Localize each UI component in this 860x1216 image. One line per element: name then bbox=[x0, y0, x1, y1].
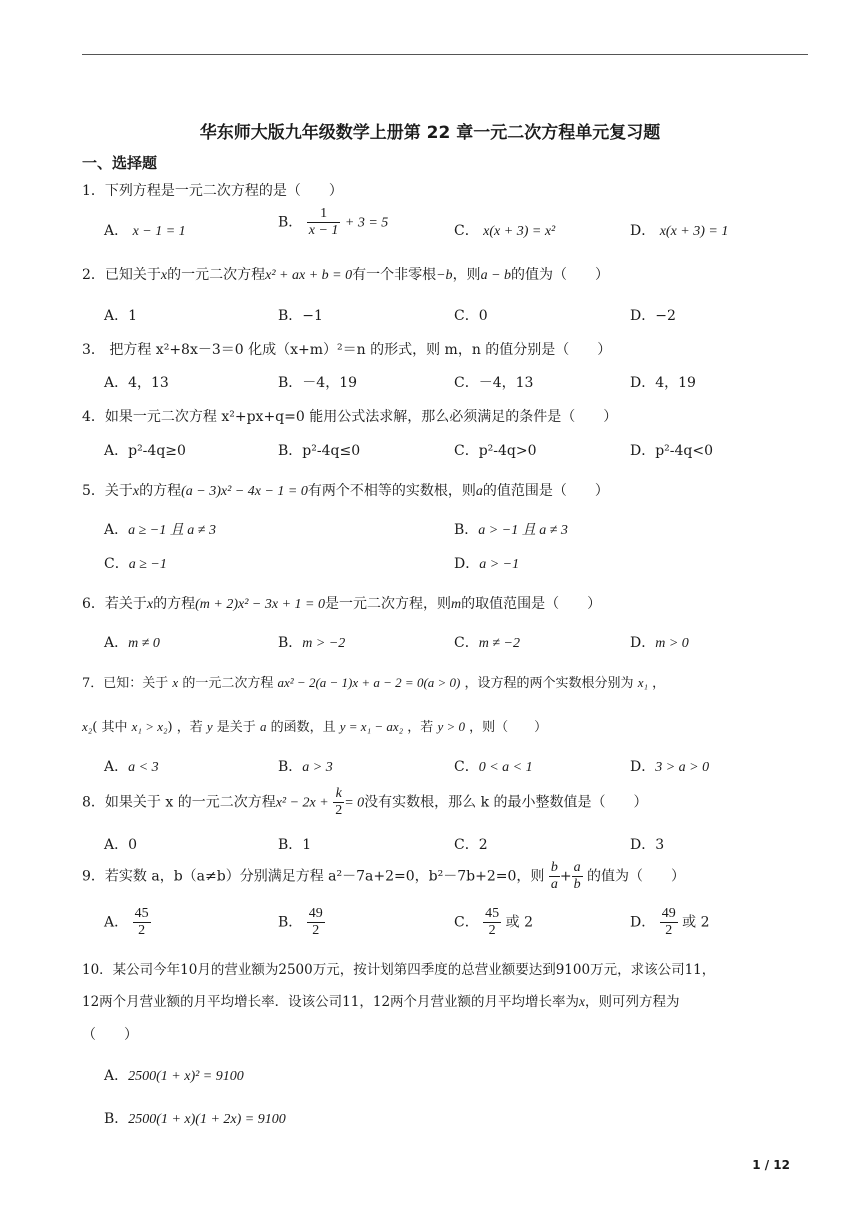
q6-option-b bbox=[278, 632, 345, 652]
q8-option-d: D．3 bbox=[630, 837, 665, 853]
option-math: a ≥ −1 且 a ≠ 3 bbox=[128, 523, 216, 538]
q2-option-b: B．−1 bbox=[278, 308, 323, 324]
numerator: 1 bbox=[307, 206, 341, 223]
stem-text: 是关于 bbox=[216, 720, 256, 735]
q6-option-c bbox=[454, 632, 520, 652]
option-label: A． bbox=[104, 223, 129, 239]
fraction bbox=[307, 206, 341, 239]
numerator: k bbox=[333, 786, 344, 803]
q2-option-a: A．1 bbox=[104, 308, 138, 324]
fraction bbox=[660, 906, 678, 939]
option-math: 2500(1 + x)² = 9100 bbox=[128, 1069, 244, 1084]
question-5 bbox=[82, 480, 609, 500]
option-math: x(x + 3) = 1 bbox=[659, 224, 729, 239]
stem-text: 的值为（ ） bbox=[511, 267, 610, 283]
stem-text: 的值为（ ） bbox=[587, 868, 686, 885]
option-math: x − 1 = 1 bbox=[132, 224, 186, 239]
fraction bbox=[572, 860, 583, 893]
option-label: A． bbox=[104, 914, 129, 931]
option-label: A． bbox=[104, 522, 129, 538]
stem-math: x bbox=[146, 597, 154, 612]
stem-math: + bbox=[559, 868, 572, 885]
q9-option-c bbox=[454, 906, 533, 939]
fraction bbox=[307, 906, 325, 939]
stem-text: 的一元二次方程 bbox=[182, 676, 274, 691]
question-7-line-2 bbox=[82, 716, 547, 735]
option-label: A． bbox=[104, 1068, 129, 1084]
q6-option-d bbox=[630, 632, 689, 652]
stem-text: ，则（ ） bbox=[469, 720, 548, 735]
q5-option-b bbox=[454, 519, 568, 539]
option-math: a ≥ −1 bbox=[128, 557, 167, 572]
option-label: B． bbox=[104, 1111, 129, 1127]
denominator: 2 bbox=[138, 923, 146, 938]
option-label: D． bbox=[630, 223, 656, 239]
q3-option-b: B．－4，19 bbox=[278, 375, 358, 391]
option-math: x(x + 3) = x² bbox=[483, 224, 556, 239]
option-math: 3 > a > 0 bbox=[655, 760, 710, 775]
denominator: b bbox=[573, 877, 581, 892]
q2-option-d: D．−2 bbox=[630, 308, 676, 324]
stem-text: ( 其中 bbox=[92, 720, 128, 735]
stem-math: y bbox=[206, 719, 213, 734]
option-math: a > 3 bbox=[302, 760, 333, 775]
denominator: 2 bbox=[665, 923, 673, 938]
stem-text: 是一元二次方程，则 bbox=[325, 596, 451, 612]
q9-option-a bbox=[104, 906, 151, 939]
stem-math: x² − 2x + bbox=[275, 795, 329, 811]
option-label: A． bbox=[104, 635, 129, 651]
stem-math: a − b bbox=[480, 268, 512, 283]
question-2 bbox=[82, 264, 609, 284]
question-3: 3． 把方程 x²+8x－3＝0 化成（x+m）²＝n 的形式，则 m，n 的值分别是（ ） bbox=[82, 342, 612, 358]
stem-math: = 0 bbox=[344, 795, 365, 811]
stem-text: ，设方程的两个实数根分别为 bbox=[464, 676, 634, 691]
stem-math: x bbox=[172, 675, 179, 690]
stem-math: (a − 3)x² − 4x − 1 = 0 bbox=[181, 484, 308, 499]
question-1: 1．下列方程是一元二次方程的是（ ） bbox=[82, 183, 343, 199]
q10-option-b bbox=[104, 1108, 286, 1128]
option-label: D． bbox=[630, 759, 656, 775]
option-label: C． bbox=[454, 759, 479, 775]
option-math: a > −1 bbox=[479, 557, 520, 572]
q2-option-c: C．0 bbox=[454, 308, 488, 324]
option-math: a < 3 bbox=[128, 760, 159, 775]
stem-text: 的方程 bbox=[139, 483, 182, 499]
denominator: x − 1 bbox=[308, 223, 339, 238]
numerator: 49 bbox=[308, 906, 323, 921]
stem-text: 7．已知：关于 bbox=[82, 676, 169, 691]
q6-option-a bbox=[104, 632, 160, 652]
q4-option-d: D．p²-4q<0 bbox=[630, 443, 714, 459]
stem-math: ax² − 2(a − 1)x + a − 2 = 0(a > 0) bbox=[277, 675, 461, 690]
stem-text: 的函数，且 bbox=[270, 720, 336, 735]
stem-text: 5．关于 bbox=[82, 483, 133, 499]
option-label: B． bbox=[278, 759, 303, 775]
question-10-line-1: 10．某公司今年10月的营业额为2500万元，按计划第四季度的总营业额要达到9100万元，求该公司11， bbox=[82, 962, 716, 978]
stem-text: 的一元二次方程 bbox=[167, 267, 266, 283]
q8-option-b: B．1 bbox=[278, 837, 312, 853]
question-9 bbox=[82, 860, 685, 893]
q7-option-a bbox=[104, 756, 159, 776]
option-label: B． bbox=[278, 214, 303, 231]
option-label: D． bbox=[454, 556, 480, 572]
question-10-line-2 bbox=[82, 990, 680, 1010]
q4-option-a: A．p²-4q≥0 bbox=[104, 443, 186, 459]
stem-text: ) ，若 bbox=[167, 720, 203, 735]
stem-math: y = x₁ − ax₂ bbox=[339, 719, 404, 734]
header-rule bbox=[82, 54, 808, 55]
stem-text: 6．若关于 bbox=[82, 596, 147, 612]
numerator: 49 bbox=[661, 906, 676, 921]
stem-math: m bbox=[451, 597, 462, 612]
option-label: A． bbox=[104, 759, 129, 775]
question-7-line-1 bbox=[82, 672, 665, 691]
stem-math: x bbox=[579, 994, 586, 1009]
option-math: m ≠ −2 bbox=[478, 636, 520, 651]
denominator: a bbox=[550, 877, 558, 892]
stem-text: 有两个不相等的实数根，则 bbox=[307, 483, 476, 499]
stem-math: a bbox=[259, 719, 267, 734]
option-label: B． bbox=[278, 914, 303, 931]
option-label: D． bbox=[630, 635, 656, 651]
stem-text: 9．若实数 a，b（a≠b）分别满足方程 a²－7a+2=0，b²－7b+2=0，则 bbox=[82, 868, 545, 885]
q5-option-a bbox=[104, 519, 216, 539]
option-label: B． bbox=[278, 635, 303, 651]
q5-option-d bbox=[454, 553, 519, 573]
stem-text: ， bbox=[652, 676, 666, 691]
stem-text: 没有实数根，那么 k 的最小整数值是（ ） bbox=[364, 794, 648, 811]
stem-math: x² + ax + b = 0 bbox=[265, 268, 353, 283]
option-tail: 或 2 bbox=[505, 914, 533, 931]
option-label: C． bbox=[104, 556, 129, 572]
option-math: + 3 = 5 bbox=[344, 215, 389, 231]
option-math: a > −1 且 a ≠ 3 bbox=[478, 523, 568, 538]
option-math: 0 < a < 1 bbox=[478, 760, 533, 775]
q4-option-c: C．p²-4q>0 bbox=[454, 443, 537, 459]
stem-math: a bbox=[475, 484, 483, 499]
fraction bbox=[133, 906, 151, 939]
numerator: 45 bbox=[134, 906, 149, 921]
q9-option-d bbox=[630, 906, 710, 939]
denominator: 2 bbox=[312, 923, 320, 938]
denominator: 2 bbox=[335, 803, 343, 818]
stem-math: x bbox=[132, 484, 140, 499]
stem-text: 的取值范围是（ ） bbox=[461, 596, 602, 612]
fraction bbox=[483, 906, 501, 939]
q3-option-c: C．－4，13 bbox=[454, 375, 534, 391]
stem-text: ，则 bbox=[452, 267, 481, 283]
denominator: 2 bbox=[488, 923, 496, 938]
stem-text: 的值范围是（ ） bbox=[482, 483, 609, 499]
option-label: B． bbox=[454, 522, 479, 538]
q8-option-c: C．2 bbox=[454, 837, 488, 853]
q1-option-c bbox=[454, 220, 555, 240]
stem-math: x₁ bbox=[637, 675, 648, 690]
stem-text: 12两个月营业额的月平均增长率．设该公司11，12两个月营业额的月平均增长率为 bbox=[82, 994, 580, 1010]
stem-math: y > 0 bbox=[437, 719, 465, 734]
stem-math: x bbox=[160, 268, 168, 283]
stem-text: ，则可列方程为 bbox=[585, 994, 680, 1010]
fraction bbox=[549, 860, 560, 893]
option-label: D． bbox=[630, 914, 656, 931]
option-math: m > 0 bbox=[655, 636, 689, 651]
q4-option-b: B．p²-4q≤0 bbox=[278, 443, 361, 459]
stem-math: (m + 2)x² − 3x + 1 = 0 bbox=[195, 597, 325, 612]
q5-option-c bbox=[104, 553, 167, 573]
numerator: a bbox=[573, 860, 581, 875]
q9-option-b bbox=[278, 906, 325, 939]
stem-text: ，若 bbox=[407, 720, 434, 735]
option-label: C． bbox=[454, 635, 479, 651]
stem-math: x₂ bbox=[82, 719, 93, 734]
numerator: b bbox=[550, 860, 558, 875]
q3-option-a: A．4，13 bbox=[104, 375, 169, 391]
section-heading: 一、选择题 bbox=[82, 154, 158, 172]
page-number: 1 / 12 bbox=[752, 1158, 790, 1172]
q1-option-d bbox=[630, 220, 728, 240]
question-8 bbox=[82, 786, 648, 819]
stem-text: 的方程 bbox=[153, 596, 196, 612]
fraction bbox=[333, 786, 344, 819]
stem-math: −b bbox=[436, 268, 453, 283]
question-4: 4．如果一元二次方程 x²+px+q=0 能用公式法求解，那么必须满足的条件是（ ） bbox=[82, 409, 618, 425]
q8-option-a: A．0 bbox=[104, 837, 138, 853]
numerator: 45 bbox=[485, 906, 500, 921]
option-tail: 或 2 bbox=[682, 914, 710, 931]
q7-option-c bbox=[454, 756, 533, 776]
question-10-line-3: （ ） bbox=[82, 1027, 138, 1043]
option-math: m ≠ 0 bbox=[128, 636, 160, 651]
q7-option-b bbox=[278, 756, 333, 776]
stem-text: 8．如果关于 x 的一元二次方程 bbox=[82, 794, 276, 811]
question-6 bbox=[82, 593, 601, 613]
stem-text: 有一个非零根 bbox=[352, 267, 437, 283]
q7-option-d bbox=[630, 756, 709, 776]
option-label: C． bbox=[454, 223, 479, 239]
option-math: 2500(1 + x)(1 + 2x) = 9100 bbox=[128, 1112, 286, 1127]
page-title: 华东师大版九年级数学上册第 22 章一元二次方程单元复习题 bbox=[199, 123, 661, 143]
option-math: m > −2 bbox=[302, 636, 346, 651]
stem-text: 2．已知关于 bbox=[82, 267, 161, 283]
option-label: C． bbox=[454, 914, 479, 931]
stem-math: x₁ > x₂ bbox=[131, 719, 168, 734]
q10-option-a bbox=[104, 1065, 244, 1085]
q3-option-d: D．4，19 bbox=[630, 375, 696, 391]
q1-option-b bbox=[278, 206, 388, 239]
q1-option-a bbox=[104, 220, 186, 240]
